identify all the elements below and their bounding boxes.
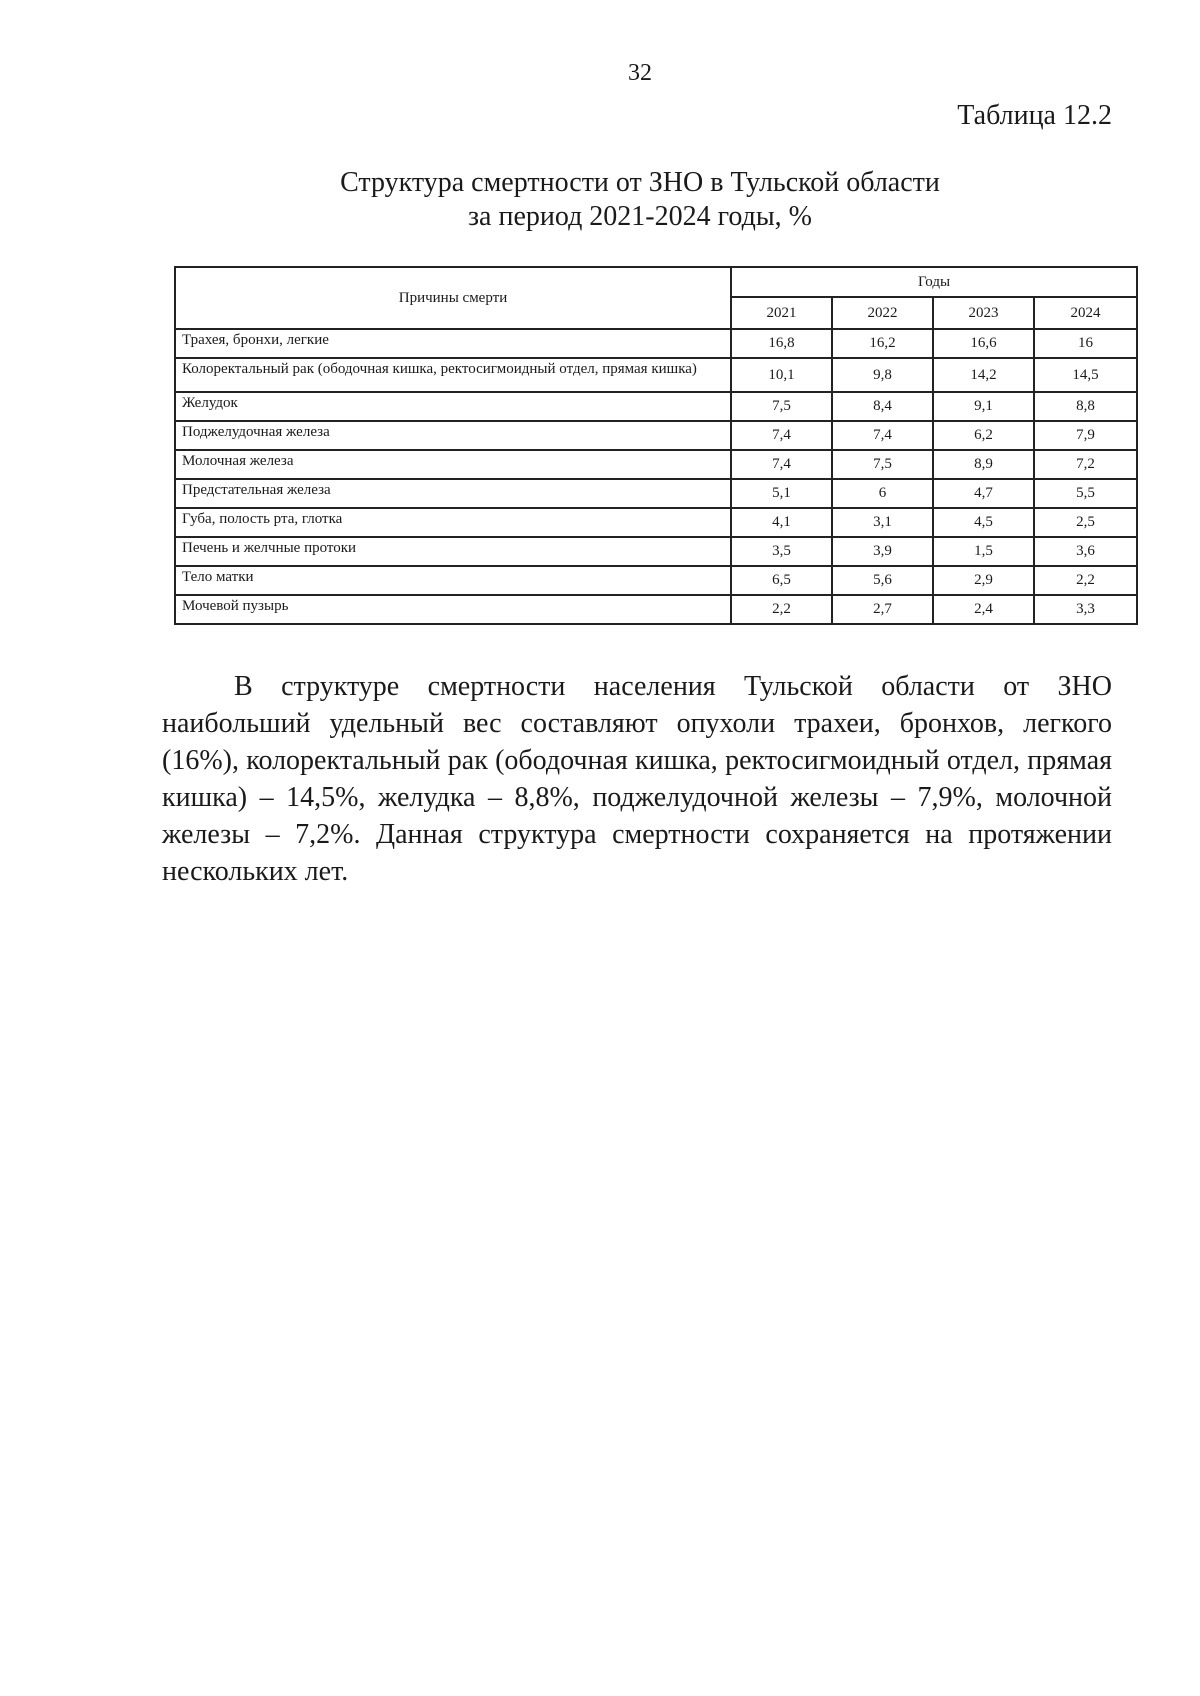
body-paragraph: В структуре смертности населения Тульской области от ЗНО наибольший удельный вес составляют опухоли трахеи, бронхов, легкого (16%), колоректальный рак (ободочная кишка, ректосигмоидный отдел, прямая кишка) – 14,5%, желудка – 8,8%, поджелудочной железы – 7,9%, молочной железы – 7,2%. Данная структура смертности сохраняется на протяжении нескольких лет. — [162, 671, 1112, 887]
value-cell: 8,8 — [1034, 392, 1137, 421]
table-row — [175, 479, 1137, 508]
value-cell: 10,1 — [731, 358, 832, 392]
value-cell: 16,8 — [731, 329, 832, 358]
table-title-line-1: Структура смертности от ЗНО в Тульской области — [340, 167, 940, 198]
table-title-line-2: за период 2021-2024 годы, % — [467, 201, 812, 232]
cause-cell: Молочная железа — [175, 450, 731, 479]
table-row — [175, 358, 1137, 392]
value-cell: 7,9 — [1034, 421, 1137, 450]
cause-cell: Трахея, бронхи, легкие — [175, 329, 731, 358]
cause-cell: Желудок — [175, 392, 731, 421]
value-cell: 7,5 — [832, 450, 933, 479]
value-cell: 7,4 — [731, 421, 832, 450]
table-row — [175, 537, 1137, 566]
value-cell: 2,9 — [933, 566, 1034, 595]
value-cell: 16 — [1034, 329, 1137, 358]
table-row — [175, 450, 1137, 479]
table-row — [175, 329, 1137, 358]
value-cell: 3,6 — [1034, 537, 1137, 566]
value-cell: 16,2 — [832, 329, 933, 358]
value-cell: 5,5 — [1034, 479, 1137, 508]
year-header-2024: 2024 — [1034, 297, 1137, 329]
value-cell: 6 — [832, 479, 933, 508]
years-column-header: Годы — [731, 267, 1137, 297]
table-row — [175, 508, 1137, 537]
value-cell: 2,2 — [1034, 566, 1137, 595]
year-header-2022: 2022 — [832, 297, 933, 329]
table-row — [175, 566, 1137, 595]
mortality-structure-table — [174, 266, 1138, 625]
value-cell: 3,5 — [731, 537, 832, 566]
value-cell: 4,5 — [933, 508, 1034, 537]
cause-cell: Губа, полость рта, глотка — [175, 508, 731, 537]
value-cell: 2,5 — [1034, 508, 1137, 537]
value-cell: 7,4 — [832, 421, 933, 450]
value-cell: 4,1 — [731, 508, 832, 537]
year-header-2023: 2023 — [933, 297, 1034, 329]
value-cell: 1,5 — [933, 537, 1034, 566]
value-cell: 7,5 — [731, 392, 832, 421]
year-header-2021: 2021 — [731, 297, 832, 329]
cause-cell: Колоректальный рак (ободочная кишка, ректосигмоидный отдел, прямая кишка) — [175, 358, 731, 392]
cause-cell: Предстательная железа — [175, 479, 731, 508]
value-cell: 2,4 — [933, 595, 1034, 624]
value-cell: 16,6 — [933, 329, 1034, 358]
value-cell: 4,7 — [933, 479, 1034, 508]
value-cell: 8,9 — [933, 450, 1034, 479]
value-cell: 8,4 — [832, 392, 933, 421]
value-cell: 5,6 — [832, 566, 933, 595]
value-cell: 14,5 — [1034, 358, 1137, 392]
table-number: Таблица 12.2 — [957, 100, 1112, 131]
value-cell: 14,2 — [933, 358, 1034, 392]
table-row — [175, 392, 1137, 421]
table-row — [175, 421, 1137, 450]
value-cell: 3,1 — [832, 508, 933, 537]
value-cell: 2,7 — [832, 595, 933, 624]
table-title — [290, 166, 990, 234]
value-cell: 3,3 — [1034, 595, 1137, 624]
value-cell: 5,1 — [731, 479, 832, 508]
cause-cell: Печень и желчные протоки — [175, 537, 731, 566]
value-cell: 3,9 — [832, 537, 933, 566]
value-cell: 2,2 — [731, 595, 832, 624]
page-number: 32 — [628, 60, 652, 86]
value-cell: 6,5 — [731, 566, 832, 595]
table-row — [175, 595, 1137, 624]
value-cell: 6,2 — [933, 421, 1034, 450]
cause-cell: Мочевой пузырь — [175, 595, 731, 624]
cause-column-header: Причины смерти — [175, 267, 731, 329]
value-cell: 9,1 — [933, 392, 1034, 421]
cause-cell: Поджелудочная железа — [175, 421, 731, 450]
value-cell: 9,8 — [832, 358, 933, 392]
cause-cell: Тело матки — [175, 566, 731, 595]
value-cell: 7,4 — [731, 450, 832, 479]
value-cell: 7,2 — [1034, 450, 1137, 479]
